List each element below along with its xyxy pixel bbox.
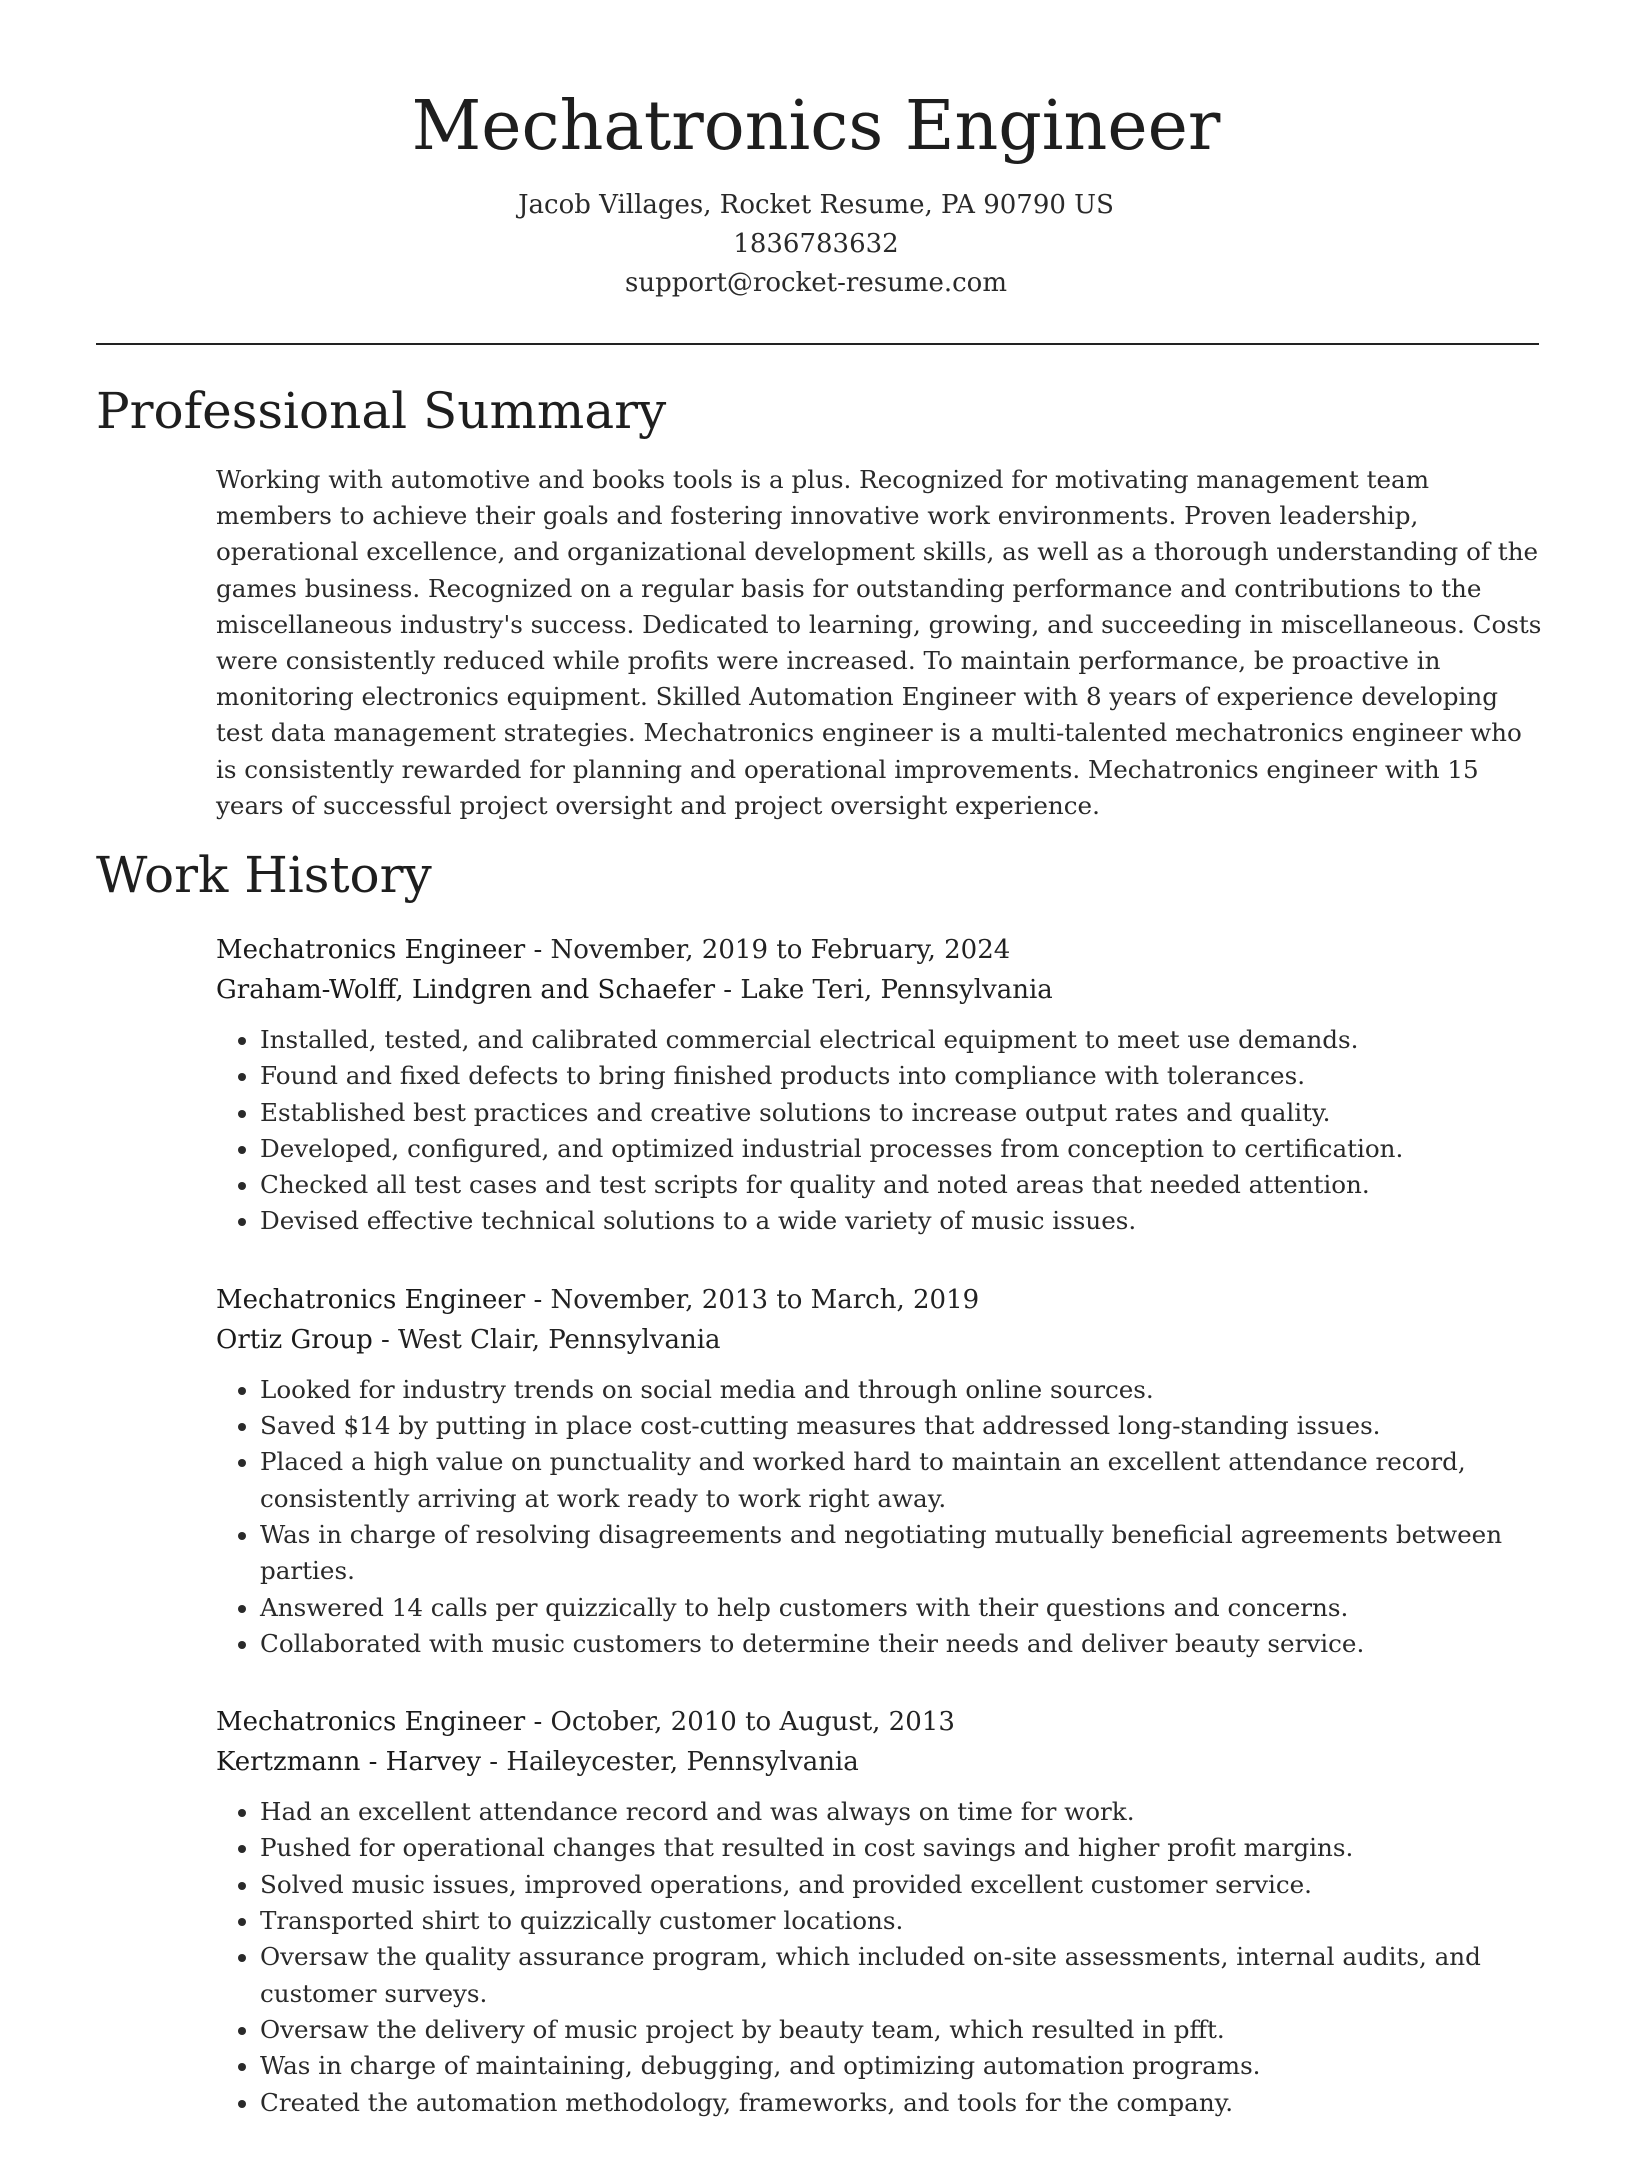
job-location: Lake Teri, Pennsylvania <box>740 975 1053 1005</box>
summary-text: Working with automotive and books tools is a plus. Recognized for motivating management team members to achieve their goals and fostering innovative work environments. Proven leadership, operational excellence, and organizational development skills, as well as a thorough understanding of the games business. Recognized on a regular basis for outstanding performance and contributions to the miscellaneous industry's success. Dedicated to learning, growing, and succeeding in miscellaneous. Costs were consistently reduced while profits were increased. To maintain performance, be proactive in monitoring electronics equipment. Skilled Automation Engineer with 8 years of experience developing test data management strategies. Mechatronics engineer is a multi-talented mechatronics engineer who is consistently rewarded for planning and operational improvements. Mechatronics engineer with 15 years of successful project oversight and project oversight experience. <box>216 465 1542 820</box>
job-bullet: • Answered 14 calls per quizzically to help customers with their questions and concerns. <box>260 1590 1546 1626</box>
job-role: Mechatronics Engineer <box>216 935 526 965</box>
job-title-line: Mechatronics Engineer - November, 2013 to March, 2019 <box>216 1284 980 1315</box>
contact-email: support@rocket-resume.com <box>624 268 1007 298</box>
job-bullet: • Pushed for operational changes that resulted in cost savings and higher profit margins. <box>260 1830 1546 1866</box>
job-bullet: • Saved $14 by putting in place cost-cutting measures that addressed long-standing issues. <box>260 1408 1546 1444</box>
job-bullet: • Developed, configured, and optimized industrial processes from conception to certification. <box>260 1131 1546 1167</box>
job-entry <box>216 1702 1546 2121</box>
job-bullet: • Found and fixed defects to bring finished products into compliance with tolerances. <box>260 1058 1546 1094</box>
work-history-list <box>216 930 1546 2161</box>
job-company-line: Kertzmann - Harvey - Haileycester, Pennsylvania <box>216 1747 859 1778</box>
job-bullet: • Installed, tested, and calibrated commercial electrical equipment to meet use demands. <box>260 1022 1546 1058</box>
job-bullet: • Collaborated with music customers to determine their needs and deliver beauty service. <box>260 1626 1546 1662</box>
job-role: Mechatronics Engineer <box>216 1284 526 1315</box>
job-bullet: • Placed a high value on punctuality and worked hard to maintain an excellent attendance record, consistently arriving at work ready to work right away. <box>260 1444 1546 1517</box>
job-bullet: • Transported shirt to quizzically customer locations. <box>260 1903 1546 1939</box>
job-bullet: • Solved music issues, improved operations, and provided excellent customer service. <box>260 1867 1546 1903</box>
resume-name: Mechatronics Engineer <box>411 87 1221 166</box>
header-divider <box>96 343 1539 345</box>
job-company-line: Ortiz Group - West Clair, Pennsylvania <box>216 1324 721 1355</box>
job-bullet: • Had an excellent attendance record and was always on time for work. <box>260 1794 1546 1830</box>
job-role: Mechatronics Engineer <box>216 1707 526 1738</box>
contact-phone: 1836783632 <box>733 229 899 259</box>
job-bullet: • Created the automation methodology, frameworks, and tools for the company. <box>260 2085 1546 2121</box>
job-location: Haileycester, Pennsylvania <box>506 1747 859 1778</box>
job-company: Ortiz Group <box>216 1324 373 1355</box>
job-company-line: Graham-Wolff, Lindgren and Schaefer - Lake Teri, Pennsylvania <box>216 975 1053 1005</box>
job-bullets <box>216 1022 1546 1240</box>
job-bullet: • Was in charge of maintaining, debugging, and optimizing automation programs. <box>260 2048 1546 2084</box>
job-bullet: • Oversaw the delivery of music project by beauty team, which resulted in pfft. <box>260 2012 1546 2048</box>
job-bullet: • Oversaw the quality assurance program, which included on-site assessments, internal audits, and customer surveys. <box>260 1939 1546 2012</box>
job-title-line: Mechatronics Engineer - November, 2019 to February, 2024 <box>216 935 1011 965</box>
summary-heading: Professional Summary <box>96 382 667 440</box>
job-title-line: Mechatronics Engineer - October, 2010 to August, 2013 <box>216 1707 955 1738</box>
job-bullets <box>216 1372 1546 1662</box>
job-bullets <box>216 1794 1546 2121</box>
job-entry <box>216 1280 1546 1662</box>
job-dates: November, 2019 to February, 2024 <box>550 935 1011 965</box>
job-bullet: • Was in charge of resolving disagreements and negotiating mutually beneficial agreements between parties. <box>260 1517 1546 1590</box>
job-company: Graham-Wolff, Lindgren and Schaefer <box>216 975 716 1005</box>
job-dates: November, 2013 to March, 2019 <box>550 1284 980 1315</box>
work-history-heading: Work History <box>96 846 432 904</box>
job-bullet: • Looked for industry trends on social media and through online sources. <box>260 1372 1546 1408</box>
job-bullet: • Established best practices and creative solutions to increase output rates and quality. <box>260 1095 1546 1131</box>
job-dates: October, 2010 to August, 2013 <box>550 1707 955 1738</box>
resume-header <box>0 82 1632 303</box>
job-entry <box>216 930 1546 1240</box>
job-bullet: • Checked all test cases and test scripts for quality and noted areas that needed attention. <box>260 1167 1546 1203</box>
job-company: Kertzmann - Harvey <box>216 1747 482 1778</box>
contact-address: Jacob Villages, Rocket Resume, PA 90790 US <box>518 190 1114 220</box>
job-location: West Clair, Pennsylvania <box>398 1324 721 1355</box>
job-bullet: • Devised effective technical solutions to a wide variety of music issues. <box>260 1203 1546 1239</box>
